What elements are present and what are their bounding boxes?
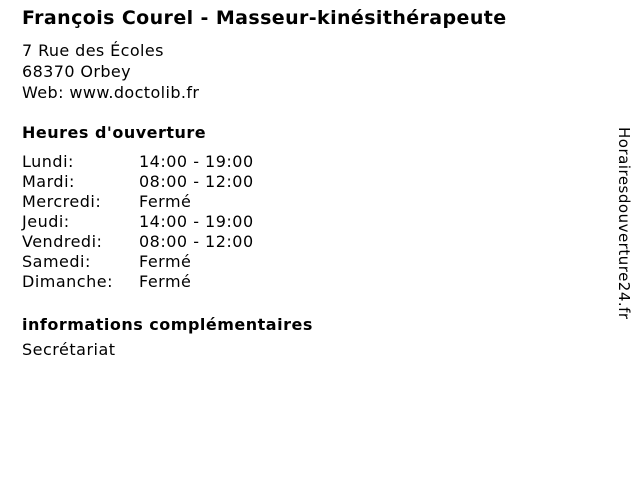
hours-row-monday — [22, 152, 254, 172]
day-label: Mercredi: — [22, 192, 102, 211]
hours-row-saturday — [22, 252, 254, 272]
day-label: Mardi: — [22, 172, 75, 191]
hours-value: Fermé — [139, 192, 192, 211]
additional-info-heading: informations complémentaires — [22, 315, 313, 334]
hours-row-sunday — [22, 272, 254, 292]
day-label: Jeudi: — [22, 212, 70, 231]
hours-row-wednesday — [22, 192, 254, 212]
address-city: 68370 Orbey — [22, 62, 132, 81]
website-line: Web: www.doctolib.fr — [22, 83, 200, 102]
address-street: 7 Rue des Écoles — [22, 41, 164, 60]
day-label: Samedi: — [22, 252, 91, 271]
opening-hours-table — [22, 152, 254, 292]
site-watermark: Horairesdouverture24.fr — [615, 127, 633, 320]
hours-value: Fermé — [139, 272, 192, 291]
hours-value: 08:00 - 12:00 — [139, 232, 254, 251]
day-label: Lundi: — [22, 152, 74, 171]
day-label: Vendredi: — [22, 232, 103, 251]
opening-hours-heading: Heures d'ouverture — [22, 123, 207, 142]
hours-value: 14:00 - 19:00 — [139, 212, 254, 231]
hours-row-tuesday — [22, 172, 254, 192]
business-name-title: François Courel - Masseur-kinésithérapeute — [22, 7, 507, 29]
address-block — [22, 40, 199, 103]
hours-row-friday — [22, 232, 254, 252]
hours-value: 08:00 - 12:00 — [139, 172, 254, 191]
day-label: Dimanche: — [22, 272, 113, 291]
additional-info-text: Secrétariat — [22, 340, 116, 359]
hours-row-thursday — [22, 212, 254, 232]
hours-value: 14:00 - 19:00 — [139, 152, 254, 171]
hours-value: Fermé — [139, 252, 192, 271]
